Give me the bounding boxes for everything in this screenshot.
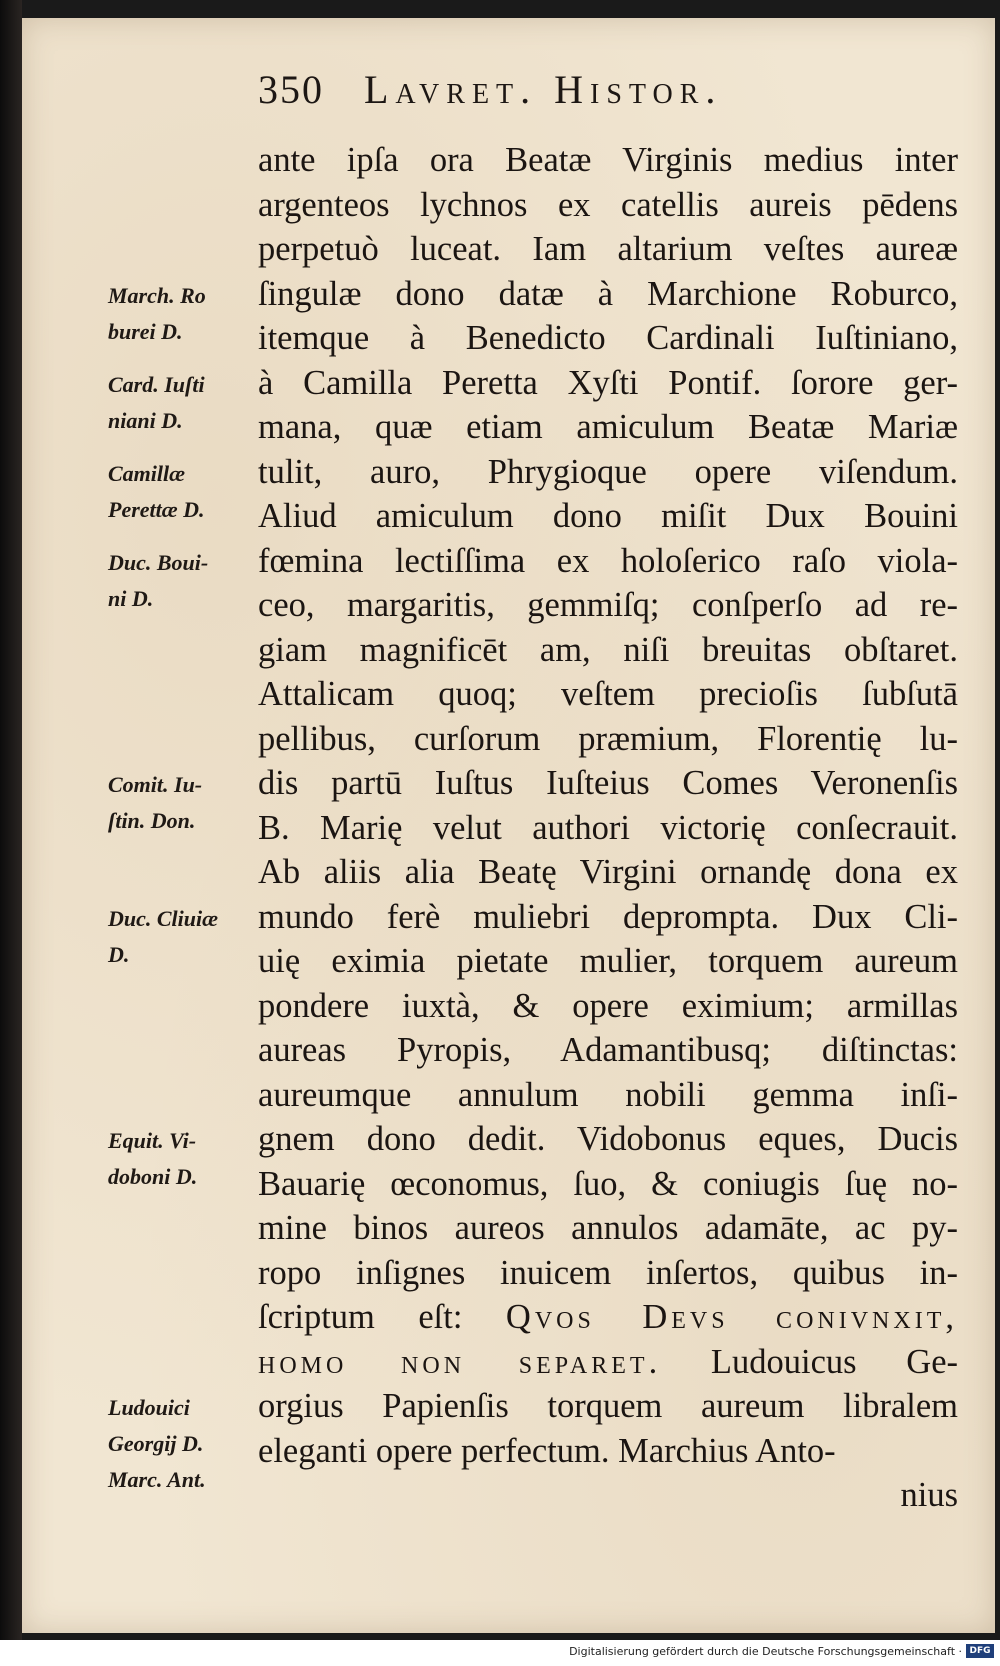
text-line: pondere iuxtà, & opere eximium; armillas bbox=[258, 986, 958, 1025]
book-binding-edge bbox=[0, 0, 22, 1666]
margin-note-line: March. Ro bbox=[108, 282, 206, 308]
margin-note-line: Comit. Iu- bbox=[108, 772, 203, 797]
margin-note bbox=[108, 1123, 258, 1195]
margin-note bbox=[108, 1390, 258, 1498]
text-line: nius bbox=[900, 1476, 958, 1514]
margin-note bbox=[108, 456, 258, 528]
text-line: argenteos lychnos ex catellis aureis pēdens bbox=[258, 185, 958, 224]
footer-strip bbox=[0, 1640, 1000, 1666]
margin-note-line: Equit. Vi- bbox=[108, 1128, 197, 1153]
margin-note-line: Camillæ bbox=[108, 460, 186, 486]
text-line: ropo inſignes inuicem inſertos, quibus in- bbox=[258, 1253, 958, 1292]
margin-note-line: Duc. Boui- bbox=[108, 549, 209, 575]
text-line: mundo ferè muliebri deprompta. Dux Cli- bbox=[258, 897, 958, 936]
text-line: ante ipſa ora Beatæ Virginis medius inter bbox=[258, 141, 958, 179]
text-line: pellibus, curſorum præmium, Florentię lu- bbox=[258, 719, 958, 758]
margin-note-line: D. bbox=[108, 941, 130, 967]
text-line: aureumque annulum nobili gemma inſi- bbox=[258, 1075, 958, 1114]
text-line: fœmina lectiſſima ex holoſerico raſo viola- bbox=[258, 541, 958, 580]
text-line: itemque à Benedicto Cardinali Iuſtiniano, bbox=[258, 319, 958, 357]
text-line: aureas Pyropis, Adamantibusq; diſtinctas: bbox=[258, 1031, 958, 1069]
main-text-block bbox=[258, 138, 958, 1518]
margin-note bbox=[108, 901, 258, 973]
text-line: gnem dono dedit. Vidobonus eques, Ducis bbox=[258, 1120, 958, 1158]
text-line: dis partū Iuſtus Iuſteius Comes Veronenſis bbox=[258, 764, 958, 802]
margin-note-line: niani D. bbox=[108, 407, 183, 433]
digitization-credit: Digitalisierung gefördert durch die Deutsche Forschungsgemeinschaft · bbox=[569, 1645, 962, 1658]
text-line: tulit, auro, Phrygioque opere viſendum. bbox=[258, 452, 958, 491]
margin-note bbox=[108, 767, 258, 839]
text-line: ſcriptum eſt: Qvos Devs conivnxit, bbox=[258, 1298, 958, 1336]
text-line: orgius Papienſis torquem aureum libralem bbox=[258, 1387, 958, 1425]
margin-note-line: burei D. bbox=[108, 318, 183, 344]
text-line: ceo, margaritis, gemmiſq; conſperſo ad re- bbox=[258, 586, 958, 624]
margin-note bbox=[108, 545, 258, 617]
text-line: perpetuò luceat. Iam altarium veſtes aureæ bbox=[258, 230, 958, 268]
margin-note-line: ſtin. Don. bbox=[108, 808, 196, 833]
text-line: giam magnificēt am, niſi breuitas obſtaret. bbox=[258, 630, 958, 669]
dfg-logo: DFG bbox=[966, 1644, 994, 1658]
text-line: homo non separet. Ludouicus Ge- bbox=[258, 1342, 958, 1381]
running-title: Lavret. Histor. bbox=[364, 67, 723, 112]
text-line: mana, quæ etiam amiculum Beatæ Mariæ bbox=[258, 408, 958, 446]
text-line: à Camilla Peretta Xyſti Pontif. ſorore ger- bbox=[258, 363, 958, 402]
margin-note-line: Perettæ D. bbox=[108, 496, 205, 522]
text-line: Bauarię œconomus, ſuo, & coniugis ſuę no- bbox=[258, 1164, 958, 1203]
margin-note-line: ni D. bbox=[108, 585, 154, 611]
text-line: mine binos aureos annulos adamāte, ac py- bbox=[258, 1209, 958, 1247]
text-line: ſingulæ dono datæ à Marchione Roburco, bbox=[258, 274, 958, 313]
page-number: 350 bbox=[258, 67, 324, 112]
inscription-text: Qvos Devs conivnxit, bbox=[505, 1298, 958, 1336]
text-line: Aliud amiculum dono miſit Dux Bouini bbox=[258, 497, 958, 535]
text-line: Attalicam quoq; veſtem precioſis ſubſutā bbox=[258, 675, 958, 713]
margin-note-line: Card. Iuſti bbox=[108, 371, 205, 397]
margin-note-line: Ludouici bbox=[108, 1395, 190, 1420]
text-line: Ab aliis alia Beatę Virgini ornandę dona ex bbox=[258, 853, 958, 891]
margin-note-line: doboni D. bbox=[108, 1164, 198, 1189]
margin-note-line: Marc. Ant. bbox=[108, 1467, 206, 1492]
margin-note bbox=[108, 278, 258, 350]
margin-note-line: Duc. Cliuiæ bbox=[108, 905, 219, 931]
text-line: uię eximia pietate mulier, torquem aureum bbox=[258, 942, 958, 980]
text-line: B. Marię velut authori victorię conſecrauit. bbox=[258, 808, 958, 847]
margin-note bbox=[108, 367, 258, 439]
running-head bbox=[258, 66, 938, 113]
text-line: eleganti opere perfectum. Marchius Anto- bbox=[258, 1431, 836, 1470]
inscription-text: homo non separet. bbox=[258, 1342, 662, 1381]
margin-note-line: Georgij D. bbox=[108, 1431, 204, 1456]
